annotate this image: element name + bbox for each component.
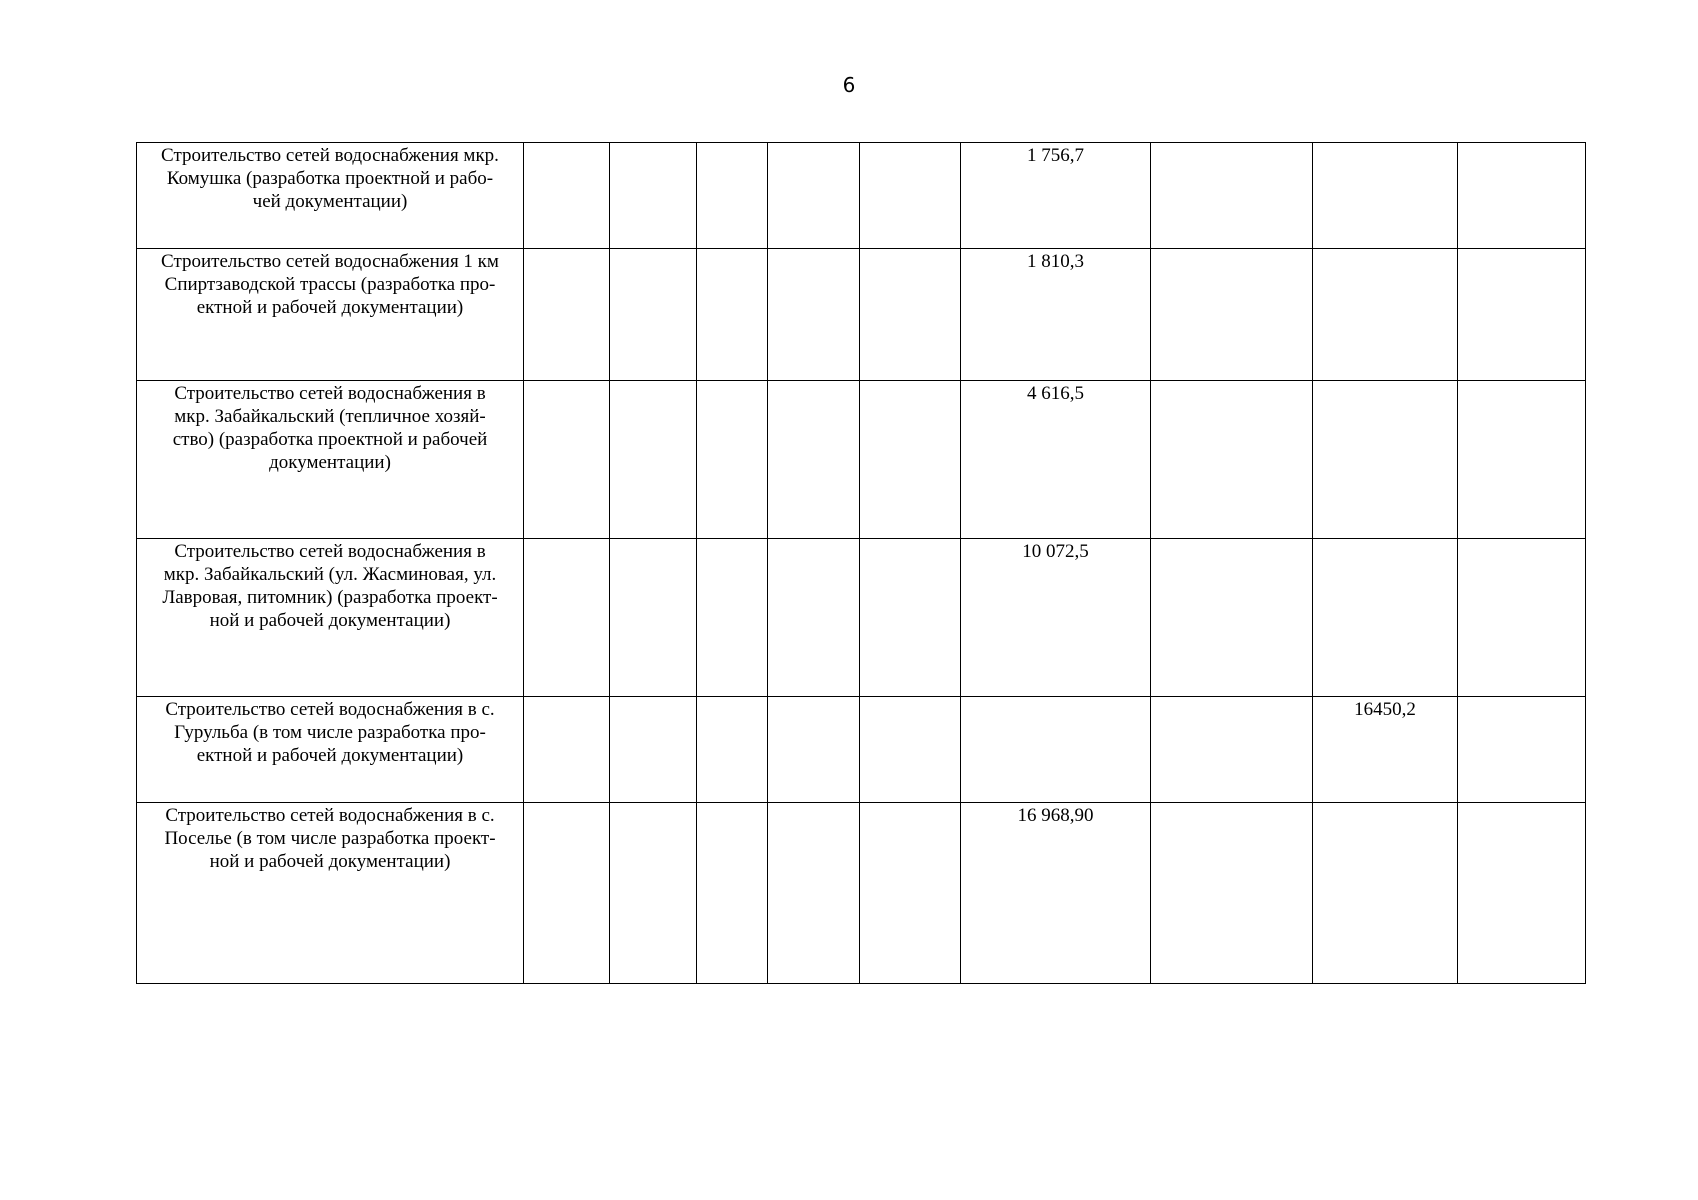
- empty-cell: [768, 539, 860, 697]
- amount-cell: [961, 697, 1151, 803]
- amount-cell-alt: [1313, 249, 1458, 381]
- amount-cell: 1 756,7: [961, 143, 1151, 249]
- empty-cell: [524, 697, 610, 803]
- empty-cell: [524, 143, 610, 249]
- empty-cell: [1458, 249, 1586, 381]
- empty-cell: [524, 381, 610, 539]
- empty-cell: [768, 249, 860, 381]
- table-row: [137, 697, 1586, 803]
- empty-cell: [697, 697, 768, 803]
- empty-cell: [697, 539, 768, 697]
- table-row: [137, 803, 1586, 984]
- row-description: Строительство сетей водоснабжения в мкр. Забайкальский (ул. Жасминовая, ул. Лавровая, питомник) (разработка проект- ной и рабочей документации): [137, 539, 524, 697]
- empty-cell: [1458, 803, 1586, 984]
- empty-cell: [697, 803, 768, 984]
- empty-cell: [860, 539, 961, 697]
- empty-cell: [1151, 381, 1313, 539]
- empty-cell: [524, 539, 610, 697]
- empty-cell: [860, 381, 961, 539]
- empty-cell: [697, 143, 768, 249]
- funding-table: [136, 142, 1586, 984]
- amount-cell: 10 072,5: [961, 539, 1151, 697]
- row-description: Строительство сетей водоснабжения в с. Гурульба (в том числе разработка про- ектной и рабочей документации): [137, 697, 524, 803]
- amount-cell-alt: [1313, 381, 1458, 539]
- empty-cell: [1458, 143, 1586, 249]
- empty-cell: [768, 381, 860, 539]
- table-row: [137, 249, 1586, 381]
- table-row: [137, 539, 1586, 697]
- empty-cell: [1458, 381, 1586, 539]
- empty-cell: [768, 803, 860, 984]
- empty-cell: [1458, 539, 1586, 697]
- empty-cell: [1151, 803, 1313, 984]
- empty-cell: [524, 249, 610, 381]
- amount-cell-alt: 16450,2: [1313, 697, 1458, 803]
- empty-cell: [1458, 697, 1586, 803]
- empty-cell: [610, 539, 697, 697]
- row-description: Строительство сетей водоснабжения мкр. Комушка (разработка проектной и рабо- чей документации): [137, 143, 524, 249]
- empty-cell: [610, 249, 697, 381]
- empty-cell: [1151, 539, 1313, 697]
- row-description: Строительство сетей водоснабжения 1 км Спиртзаводской трассы (разработка про- ектной и рабочей документации): [137, 249, 524, 381]
- empty-cell: [768, 143, 860, 249]
- amount-cell: 4 616,5: [961, 381, 1151, 539]
- empty-cell: [697, 249, 768, 381]
- amount-cell-alt: [1313, 143, 1458, 249]
- empty-cell: [610, 803, 697, 984]
- row-description: Строительство сетей водоснабжения в мкр. Забайкальский (тепличное хозяй- ство) (разработка проектной и рабочей документации): [137, 381, 524, 539]
- empty-cell: [1151, 697, 1313, 803]
- amount-cell: 1 810,3: [961, 249, 1151, 381]
- empty-cell: [860, 697, 961, 803]
- row-description: Строительство сетей водоснабжения в с. Поселье (в том числе разработка проект- ной и рабочей документации): [137, 803, 524, 984]
- empty-cell: [860, 803, 961, 984]
- amount-cell-alt: [1313, 803, 1458, 984]
- empty-cell: [860, 249, 961, 381]
- empty-cell: [610, 697, 697, 803]
- empty-cell: [1151, 143, 1313, 249]
- empty-cell: [1151, 249, 1313, 381]
- amount-cell: 16 968,90: [961, 803, 1151, 984]
- amount-cell-alt: [1313, 539, 1458, 697]
- empty-cell: [860, 143, 961, 249]
- page-number: 6: [842, 73, 856, 97]
- table-row: [137, 381, 1586, 539]
- empty-cell: [524, 803, 610, 984]
- empty-cell: [768, 697, 860, 803]
- table-row: [137, 143, 1586, 249]
- empty-cell: [610, 143, 697, 249]
- empty-cell: [610, 381, 697, 539]
- empty-cell: [697, 381, 768, 539]
